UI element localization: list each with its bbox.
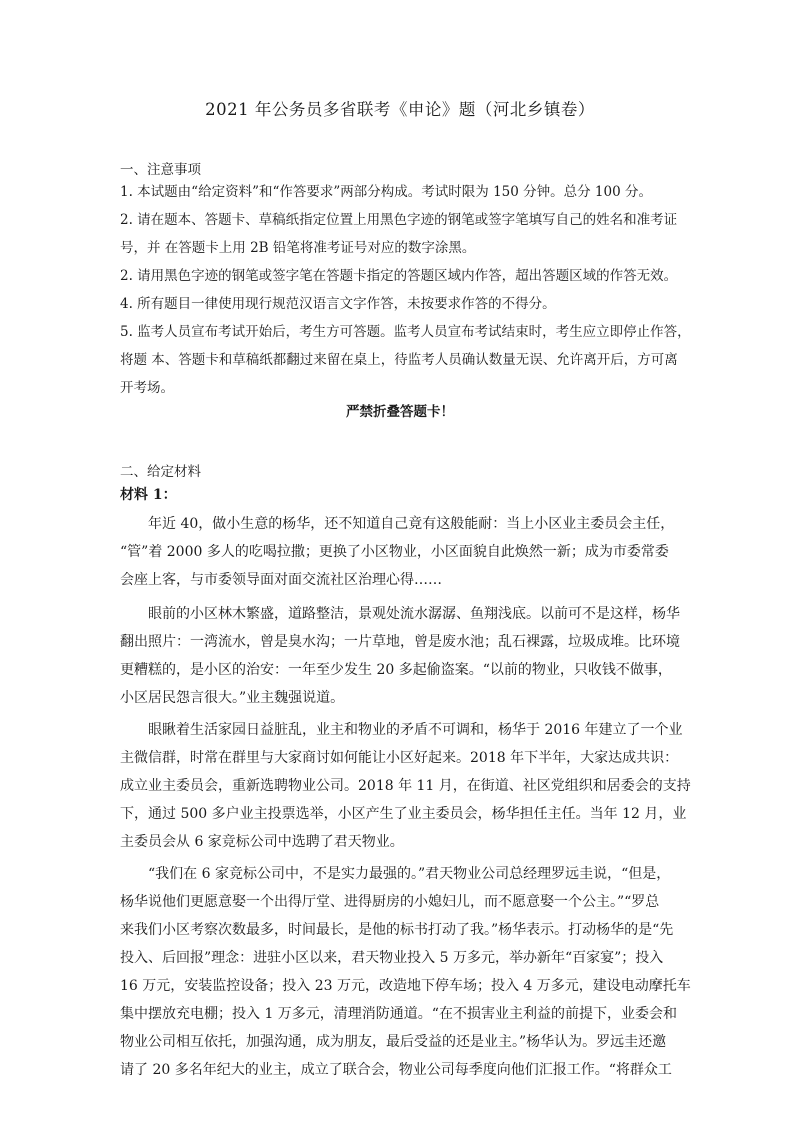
paragraph-line: 年近 40，做小生意的杨华，还不知道自己竟有这般能耐：当上小区业主委员会主任， bbox=[148, 516, 675, 532]
notice-line: 5. 监考人员宣布考试开始后，考生方可答题。监考人员宣布考试结束时，考生应立即停止作答， bbox=[120, 324, 691, 340]
notice-line: 2. 请用黑色字迹的钢笔或签字笔在答题卡指定的答题区域内作答，超出答题区域的作答无效。 bbox=[120, 268, 678, 284]
notice-line: 1. 本试题由“给定资料”和“作答要求”两部分构成。考试时限为 150 分钟。总分 100 分。 bbox=[120, 184, 652, 200]
paragraph-line: 眼瞅着生活家园日益脏乱，业主和物业的矛盾不可调和，杨华于 2016 年建立了一个业 bbox=[148, 722, 683, 738]
notice-line: 开考场。 bbox=[120, 380, 174, 396]
material-label: 材料 1： bbox=[120, 487, 177, 503]
materials-heading: 二、给定材料 bbox=[120, 464, 201, 480]
notice-line: 4. 所有题目一律使用现行规范汉语言文字作答，未按要求作答的不得分。 bbox=[120, 296, 556, 312]
paragraph-line: 主委员会从 6 家竞标公司中选聘了君天物业。 bbox=[120, 834, 404, 850]
paragraph-line: 杨华说他们更愿意娶一个出得厅堂、进得厨房的小媳妇儿，而不愿意娶一个公主。”“罗总 bbox=[120, 894, 660, 910]
notice-heading: 一、注意事项 bbox=[120, 162, 201, 178]
paragraph-line: 成立业主委员会，重新选聘物业公司。2018 年 11 月，在街道、社区党组织和居委会的支持 bbox=[120, 778, 691, 794]
paragraph-line: 请了 20 多名年纪大的业主，成立了联合会，物业公司每季度向他们汇报工作。“将群众工 bbox=[120, 1062, 672, 1078]
paragraph-line: 主微信群，时常在群里与大家商讨如何能让小区好起来。2018 年下半年，大家达成共识： bbox=[120, 750, 679, 766]
page-title: 2021 年公务员多省联考《申论》题（河北乡镇卷） bbox=[205, 100, 595, 119]
paragraph-line: 小区居民怨言很大。”业主魏强说道。 bbox=[120, 690, 345, 706]
paragraph-line: 物业公司相互依托，加强沟通，成为朋友，最后受益的还是业主。”杨华认为。罗远圭还邀 bbox=[120, 1034, 667, 1050]
paragraph-line: “管”着 2000 多人的吃喝拉撒；更换了小区物业，小区面貌自此焕然一新；成为市委常委 bbox=[120, 544, 669, 560]
paragraph-line: “我们在 6 家竞标公司中，不是实力最强的。”君天物业公司总经理罗远圭说，“但是， bbox=[148, 866, 671, 882]
notice-line: 号，并 在答题卡上用 2B 铅笔将准考证号对应的数字涂黑。 bbox=[120, 240, 476, 256]
paragraph-line: 翻出照片：一湾流水，曾是臭水沟；一片草地，曾是废水池；乱石裸露，垃圾成堆。比环境 bbox=[120, 634, 680, 650]
paragraph-line: 会座上客，与市委领导面对面交流社区治理心得…… bbox=[120, 572, 442, 588]
notice-line: 2. 请在题本、答题卡、草稿纸指定位置上用黑色字迹的钢笔或签字笔填写自己的姓名和准考证 bbox=[120, 212, 678, 228]
paragraph-line: 投入、后回报”理念：进驻小区以来，君天物业投入 5 万多元，举办新年“百家宴”；投入 bbox=[120, 950, 664, 966]
notice-line: 将题 本、答题卡和草稿纸都翻过来留在桌上，待监考人员确认数量无误、允许离开后，方可离 bbox=[120, 352, 678, 368]
paragraph-line: 眼前的小区林木繁盛，道路整洁，景观处流水潺潺、鱼翔浅底。以前可不是这样，杨华 bbox=[148, 606, 680, 622]
paragraph-line: 下，通过 500 多户业主投票选举，小区产生了业主委员会，杨华担任主任。当年 12 月，业 bbox=[120, 806, 687, 822]
warning-text: 严禁折叠答题卡！ bbox=[346, 404, 454, 420]
paragraph-line: 来我们小区考察次数最多，时间最长，是他的标书打动了我。”杨华表示。打动杨华的是“先 bbox=[120, 922, 674, 938]
paragraph-line: 更糟糕的，是小区的治安：一年至少发生 20 多起偷盗案。“以前的物业，只收钱不做事， bbox=[120, 662, 672, 678]
paragraph-line: 16 万元，安装监控设备；投入 23 万元，改造地下停车场；投入 4 万多元，建设电动摩托车 bbox=[120, 978, 691, 994]
paragraph-line: 集中摆放充电棚；投入 1 万多元，清理消防通道。“在不损害业主利益的前提下，业委会和 bbox=[120, 1006, 677, 1022]
